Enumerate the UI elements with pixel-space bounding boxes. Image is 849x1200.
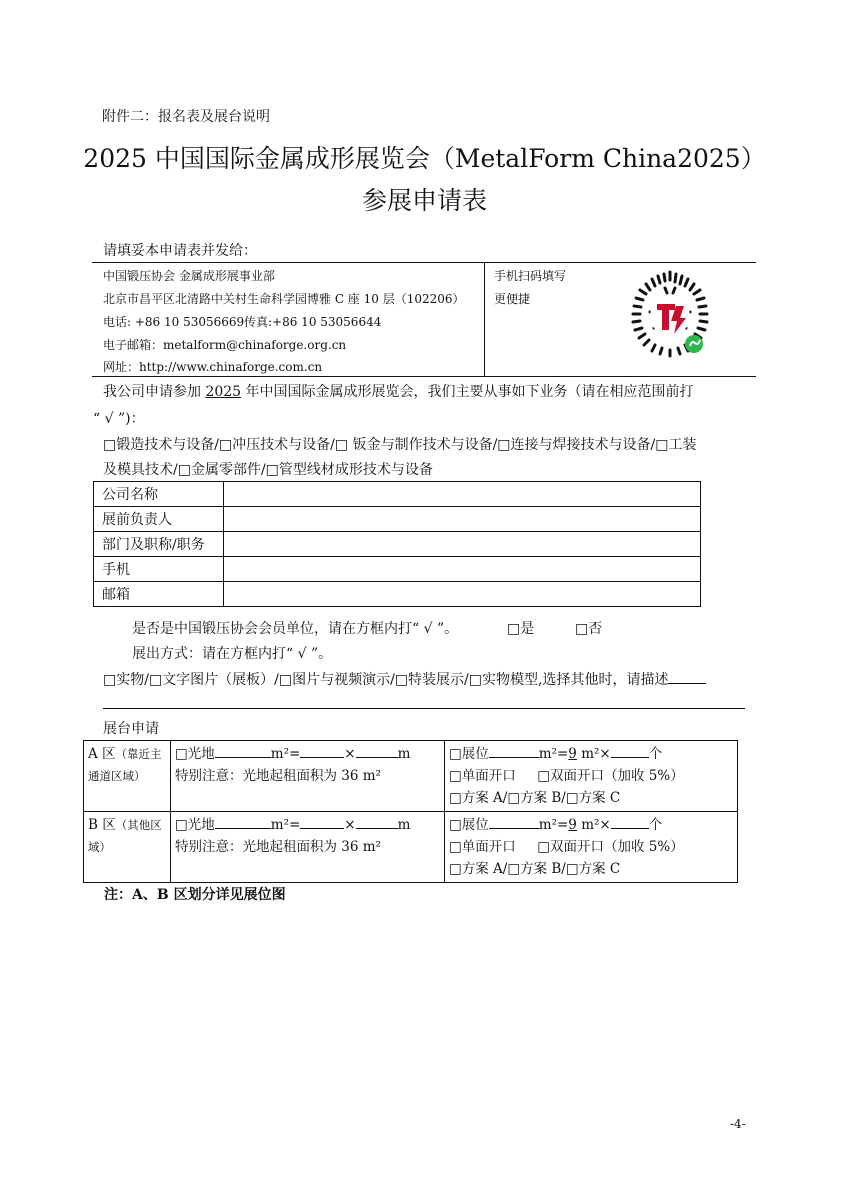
table-row bbox=[94, 557, 701, 582]
table-row bbox=[84, 812, 738, 883]
m2-eq-label: m²= bbox=[270, 817, 301, 833]
contact-email: 电子邮箱：metalform@chinaforge.org.cn bbox=[103, 338, 347, 352]
raw-space-width-input[interactable] bbox=[356, 743, 398, 758]
membership-no-checkbox[interactable]: □否 bbox=[575, 621, 603, 637]
contact-phone: 电话: +86 10 53056669 bbox=[103, 315, 245, 329]
other-description-input[interactable] bbox=[668, 669, 706, 684]
standard-booth-count-input[interactable] bbox=[611, 743, 649, 758]
booth-heading: 展台申请 bbox=[103, 721, 159, 737]
single-open-checkbox[interactable]: □单面开口 bbox=[449, 839, 516, 855]
raw-space-area-input[interactable] bbox=[215, 743, 271, 758]
page-number: -4- bbox=[730, 1117, 746, 1131]
contact-person-input[interactable] bbox=[224, 507, 701, 532]
times-label: × bbox=[344, 817, 356, 833]
unit-ge-label: 个 bbox=[648, 817, 663, 833]
standard-booth-checkbox[interactable]: □展位 bbox=[449, 746, 489, 762]
exhibit-method-label: 展出方式：请在方框内打“ √ ”。 bbox=[132, 646, 333, 662]
raw-space-width-input[interactable] bbox=[356, 814, 398, 829]
qr-hint-line2: 更便捷 bbox=[494, 292, 531, 306]
email-input[interactable] bbox=[224, 582, 701, 607]
raw-space-checkbox[interactable]: □光地 bbox=[175, 817, 215, 833]
zone-a-standard-booth-cell bbox=[445, 741, 738, 812]
mobile-input[interactable] bbox=[224, 557, 701, 582]
page-subtitle: 参展申请表 bbox=[361, 186, 487, 215]
zone-a-raw-space-cell bbox=[171, 741, 445, 812]
contact-box-divider bbox=[484, 263, 485, 376]
contact-intro: 请填妥本申请表并发给： bbox=[103, 243, 257, 259]
raw-space-note: 特别注意：光地起租面积为 36 m² bbox=[175, 768, 381, 784]
company-info-table bbox=[93, 481, 701, 607]
qr-code-icon[interactable] bbox=[620, 266, 720, 366]
contact-org: 中国锻压协会 金属成形展事业部 bbox=[103, 269, 275, 283]
zone-a-note1: （靠近主 bbox=[115, 747, 162, 761]
membership-question: 是否是中国锻压协会会员单位，请在方框内打“ √ ”。 bbox=[132, 621, 459, 637]
standard-booth-area-input[interactable] bbox=[489, 814, 539, 829]
application-text-b: 年中国国际金属成形展览会，我们主要从事如下业务（请在相应范围前打 bbox=[245, 384, 694, 400]
booth-note: 注：A、B 区划分详见展位图 bbox=[104, 887, 286, 903]
standard-booth-checkbox[interactable]: □展位 bbox=[449, 817, 489, 833]
raw-space-area-input[interactable] bbox=[215, 814, 271, 829]
application-statement bbox=[103, 381, 694, 401]
raw-space-note: 特别注意：光地起租面积为 36 m² bbox=[175, 839, 381, 855]
table-row bbox=[94, 507, 701, 532]
plan-options[interactable]: □方案 A/□方案 B/□方案 C bbox=[449, 861, 621, 877]
zone-b-cell bbox=[84, 812, 171, 883]
std-m2-eq-label: m²= bbox=[538, 746, 569, 762]
times-label: × bbox=[344, 746, 356, 762]
zone-b-standard-booth-cell bbox=[445, 812, 738, 883]
contact-fax: 传真:+86 10 53056644 bbox=[244, 315, 382, 329]
table-row bbox=[94, 532, 701, 557]
raw-space-length-input[interactable] bbox=[300, 814, 344, 829]
contact-info-box bbox=[92, 262, 756, 377]
table-row bbox=[94, 582, 701, 607]
business-options-line1[interactable]: □锻造技术与设备/□冲压技术与设备/□ 钣金与制作技术与设备/□连接与焊接技术与设备/□工装 bbox=[103, 437, 697, 453]
double-open-checkbox[interactable]: □双面开口（加收 5%） bbox=[537, 768, 684, 784]
zone-b-note2: 域） bbox=[88, 840, 111, 854]
application-text-a: 我公司申请参加 bbox=[103, 384, 201, 400]
zone-a-note2: 通道区域） bbox=[88, 769, 146, 783]
page-title: 2025 中国国际金属成形展览会（MetalForm China2025） bbox=[83, 144, 766, 173]
std-m2-times-label: m²× bbox=[581, 746, 611, 762]
exhibit-method-options[interactable] bbox=[103, 669, 706, 689]
zone-a-label: A 区 bbox=[88, 746, 116, 762]
department-input[interactable] bbox=[224, 532, 701, 557]
exhibit-method-text[interactable]: □实物/□文字图片（展板）/□图片与视频演示/□特装展示/□实物模型,选择其他时，请描述 bbox=[103, 672, 669, 688]
std-m2-eq-label: m²= bbox=[538, 817, 569, 833]
single-open-checkbox[interactable]: □单面开口 bbox=[449, 768, 516, 784]
table-row bbox=[84, 741, 738, 812]
plan-options[interactable]: □方案 A/□方案 B/□方案 C bbox=[449, 790, 621, 806]
qr-hint-line1: 手机扫码填写 bbox=[494, 269, 567, 283]
zone-a-cell bbox=[84, 741, 171, 812]
zone-b-raw-space-cell bbox=[171, 812, 445, 883]
field-label-company-name: 公司名称 bbox=[94, 482, 224, 507]
raw-space-length-input[interactable] bbox=[300, 743, 344, 758]
double-open-checkbox[interactable]: □双面开口（加收 5%） bbox=[537, 839, 684, 855]
unit-m-label: m bbox=[397, 746, 411, 762]
booth-table bbox=[83, 740, 738, 883]
standard-booth-count-input[interactable] bbox=[611, 814, 649, 829]
contact-address: 北京市昌平区北清路中关村生命科学园博雅 C 座 10 层（102206） bbox=[103, 292, 465, 306]
attachment-label: 附件二：报名表及展台说明 bbox=[102, 109, 270, 125]
m2-eq-label: m²= bbox=[270, 746, 301, 762]
description-line[interactable] bbox=[103, 708, 745, 709]
application-year[interactable]: 2025 bbox=[205, 384, 242, 400]
zone-b-note1: （其他区 bbox=[115, 818, 162, 832]
company-name-input[interactable] bbox=[224, 482, 701, 507]
contact-website: 网址：http://www.chinaforge.com.cn bbox=[103, 360, 323, 374]
field-label-department: 部门及职称/职务 bbox=[94, 532, 224, 557]
field-label-contact-person: 展前负责人 bbox=[94, 507, 224, 532]
business-options-line2[interactable]: 及模具技术/□金属零部件/□管型线材成形技术与设备 bbox=[103, 462, 433, 478]
std-m2-times-label: m²× bbox=[581, 817, 611, 833]
field-label-email: 邮箱 bbox=[94, 582, 224, 607]
std-booth-size: 9 bbox=[568, 746, 577, 762]
unit-ge-label: 个 bbox=[648, 746, 663, 762]
unit-m-label: m bbox=[397, 817, 411, 833]
field-label-mobile: 手机 bbox=[94, 557, 224, 582]
table-row bbox=[94, 482, 701, 507]
raw-space-checkbox[interactable]: □光地 bbox=[175, 746, 215, 762]
application-line2: “ √ ”)： bbox=[93, 411, 145, 427]
std-booth-size: 9 bbox=[568, 817, 577, 833]
zone-b-label: B 区 bbox=[88, 817, 116, 833]
standard-booth-area-input[interactable] bbox=[489, 743, 539, 758]
membership-yes-checkbox[interactable]: □是 bbox=[507, 621, 535, 637]
